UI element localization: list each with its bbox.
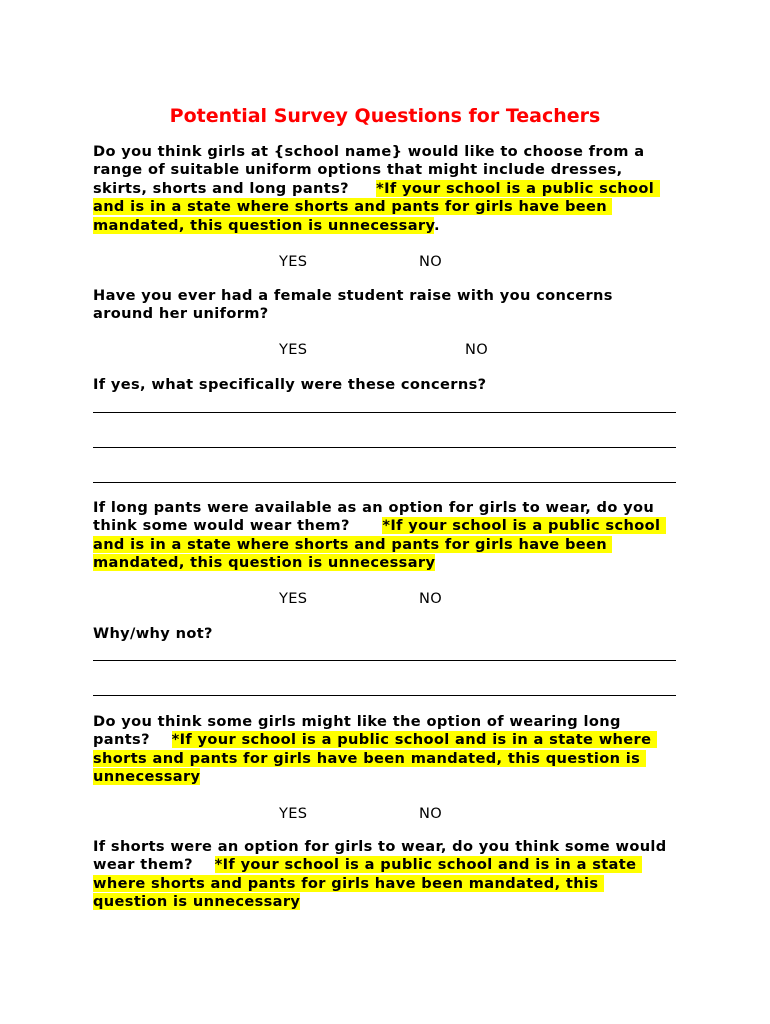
question-school-uniform-options — [93, 143, 678, 235]
no-option[interactable]: NO — [465, 341, 489, 358]
answer-line[interactable] — [93, 412, 676, 413]
question-text: Do you think some girls might like the option of wearing long pants? — [93, 713, 627, 749]
highlighted-note: *If your school is a public school and is in a state where shorts and pants for girls have been mandated, this question is unnecessary — [93, 179, 660, 234]
question-wearing-long-pants — [93, 713, 678, 787]
question-why-why-not — [93, 625, 678, 643]
question-text: If yes, what specifically were these concerns? — [93, 376, 487, 393]
answer-line[interactable] — [93, 695, 676, 696]
question-concerns-detail — [93, 376, 678, 394]
no-option[interactable]: NO — [419, 805, 443, 822]
answer-line[interactable] — [93, 660, 676, 661]
question-text: Do you think girls at {school name} would like to choose from a range of suitable uniform options that might include dresses, skirts, shorts and long pants? — [93, 143, 650, 197]
answer-line[interactable] — [93, 447, 676, 448]
no-option[interactable]: NO — [419, 253, 443, 270]
question-text: If shorts were an option for girls to wear, do you think some would wear them? — [93, 838, 673, 874]
yes-option[interactable]: YES — [279, 341, 308, 358]
yes-option[interactable]: YES — [279, 590, 308, 607]
question-long-pants — [93, 499, 678, 573]
no-option[interactable]: NO — [419, 590, 443, 607]
highlighted-note: *If your school is a public school and is in a state where shorts and pants for girls have been mandated, this question is unnecessary — [93, 731, 657, 786]
answer-line[interactable] — [93, 482, 676, 483]
question-trailing: . — [434, 216, 440, 234]
page-title: Potential Survey Questions for Teachers — [169, 105, 601, 127]
question-shorts-option — [93, 838, 678, 912]
yes-option[interactable]: YES — [279, 253, 308, 270]
question-text: If long pants were available as an option for girls to wear, do you think some would wear them? — [93, 499, 660, 535]
highlighted-note: *If your school is a public school and is in a state where shorts and pants for girls have been mandated, this question is unnecessary — [93, 856, 642, 911]
question-text: Have you ever had a female student raise with you concerns around her uniform? — [93, 287, 619, 323]
highlighted-note: *If your school is a public school and is in a state where shorts and pants for girls have been mandated, this question is unnecessary — [93, 517, 666, 572]
question-text: Why/why not? — [93, 625, 213, 642]
yes-option[interactable]: YES — [279, 805, 308, 822]
question-uniform-concerns — [93, 287, 678, 324]
